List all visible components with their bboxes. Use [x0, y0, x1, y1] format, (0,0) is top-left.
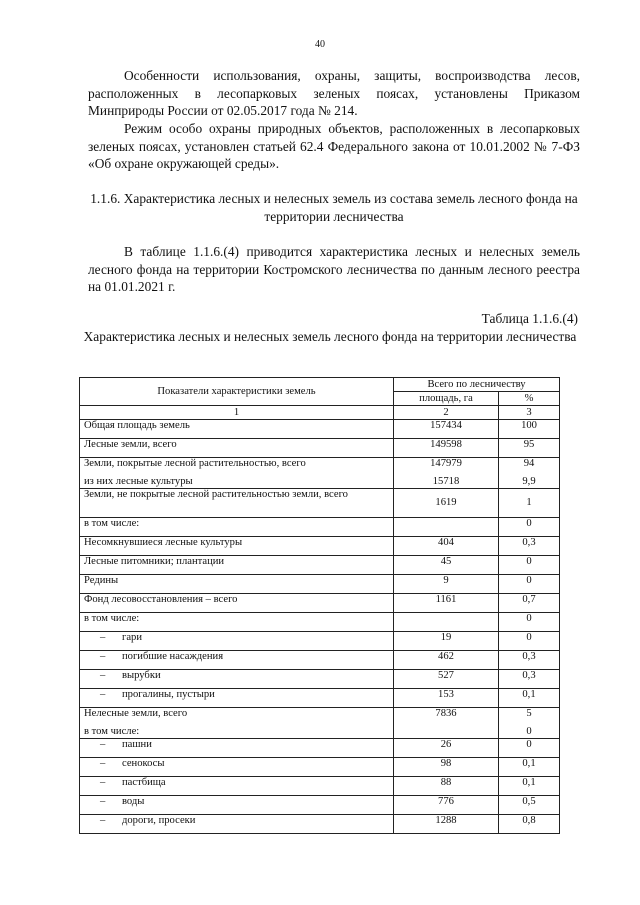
paragraph-protection-regime: Режим особо охраны природных объектов, расположенных в лесопарковых зеленых поясах, установлен статьей 62.4 Федерального закона от 10.01.2002 № 7-ФЗ «Об охране окружающей среды». [88, 121, 580, 171]
row-area-cell-value: 776 [438, 796, 454, 807]
row-label: Земли, не покрытые лесной растительностью земли, всего [84, 489, 348, 500]
row-label: погибшие насаждения [122, 651, 224, 662]
table-row [80, 815, 560, 834]
row-label-cell [80, 739, 394, 758]
row-percent-cell-value-2: 9,9 [522, 476, 536, 487]
row-label: Земли, покрытые лесной растительностью, всего [84, 458, 306, 469]
row-label: прогалины, пустыри [122, 689, 215, 700]
row-area-cell-value: 1288 [435, 815, 457, 826]
row-percent-cell-value: 0 [526, 556, 532, 567]
row-sublabel: из них лесные культуры [84, 476, 193, 487]
row-label: Лесные питомники; плантации [84, 556, 225, 567]
row-label-cell [80, 689, 394, 708]
table-row [80, 420, 560, 439]
row-label: в том числе: [84, 613, 140, 624]
table-row [80, 758, 560, 777]
dash-marker: – [100, 815, 106, 826]
dash-marker: – [100, 689, 106, 700]
table-row [80, 632, 560, 651]
row-label: Общая площадь земель [84, 420, 190, 431]
row-area-cell-value: 1161 [435, 594, 457, 605]
row-area-cell-value-2 [398, 726, 494, 738]
row-area-cell [394, 518, 499, 537]
row-percent-cell-value: 5 [526, 708, 532, 719]
row-area-cell-value: 149598 [430, 439, 462, 450]
row-label-cell [80, 594, 394, 613]
header-colnum-1: 1 [80, 406, 394, 420]
row-percent-cell-value: 0,8 [522, 815, 536, 826]
row-percent-cell-value: 0 [526, 575, 532, 586]
row-percent-cell-value: 0 [526, 632, 532, 643]
dash-marker: – [100, 739, 106, 750]
table-number: Таблица 1.1.6.(4) [481, 311, 578, 326]
row-area-cell [394, 439, 499, 458]
header-colnum-2: 2 [394, 406, 499, 420]
dash-marker: – [100, 632, 106, 643]
row-percent-cell-value: 0 [526, 739, 532, 750]
row-label: Редины [84, 575, 119, 586]
row-percent-cell-value: 0,7 [522, 594, 536, 605]
header-indicators: Показатели характеристики земель [80, 378, 394, 406]
row-label: сенокосы [122, 758, 165, 769]
row-percent-cell-value: 0,1 [522, 689, 536, 700]
row-area-cell [394, 651, 499, 670]
row-area-cell [394, 777, 499, 796]
row-percent-cell [499, 758, 560, 777]
row-area-cell-value: 1619 [435, 497, 457, 508]
header-forestry-total: Всего по лесничеству [394, 378, 560, 392]
row-label: дороги, просеки [122, 815, 196, 826]
row-area-cell-value-2: 15718 [432, 476, 460, 487]
row-area-cell-value: 153 [438, 689, 454, 700]
row-label: Нелесные земли, всего [84, 708, 188, 719]
row-percent-cell [499, 689, 560, 708]
row-area-cell [394, 739, 499, 758]
row-area-cell [394, 575, 499, 594]
row-percent-cell-value: 94 [523, 458, 535, 469]
table-row [80, 575, 560, 594]
table-row [80, 518, 560, 537]
table-row [80, 796, 560, 815]
paragraph-table-intro: В таблице 1.1.6.(4) приводится характеристика лесных и нелесных земель лесного фонда на территории Костромского лесничества по данным лесного реестра на 01.01.2021 г. [88, 244, 580, 294]
row-percent-cell [499, 670, 560, 689]
row-label-cell [80, 537, 394, 556]
row-percent-cell-value: 100 [521, 420, 537, 431]
dash-marker: – [100, 758, 106, 769]
row-area-cell-value: 9 [443, 575, 449, 586]
row-percent-cell-value: 0 [526, 518, 532, 529]
row-area-cell-value: 98 [440, 758, 452, 769]
table-row [80, 613, 560, 632]
row-area-cell [394, 689, 499, 708]
row-sublabel: в том числе: [84, 726, 140, 737]
header-percent: % [499, 392, 560, 406]
row-label: пашни [122, 739, 152, 750]
row-percent-cell [499, 439, 560, 458]
row-percent-cell [499, 613, 560, 632]
row-area-cell [394, 489, 499, 518]
row-label: вырубки [122, 670, 161, 681]
row-area-cell [394, 537, 499, 556]
row-label-cell [80, 651, 394, 670]
row-area-cell [394, 796, 499, 815]
table-row [80, 777, 560, 796]
row-percent-cell [499, 537, 560, 556]
dash-marker: – [100, 796, 106, 807]
row-percent-cell-value: 95 [523, 439, 535, 450]
dash-marker: – [100, 777, 106, 788]
table-row [80, 439, 560, 458]
row-area-cell [394, 708, 499, 739]
table-row [80, 556, 560, 575]
table-row [80, 739, 560, 758]
row-percent-cell [499, 708, 560, 739]
row-area-cell-value: 147979 [430, 458, 462, 469]
row-label-cell [80, 420, 394, 439]
row-percent-cell [499, 556, 560, 575]
row-area-cell-value: 88 [440, 777, 452, 788]
row-percent-cell-value: 0,3 [522, 651, 536, 662]
row-label-cell [80, 815, 394, 834]
row-label-cell [80, 518, 394, 537]
section-heading: 1.1.6. Характеристика лесных и нелесных земель из состава земель лесного фонда на территории лесничества [90, 191, 578, 224]
table-row [80, 594, 560, 613]
page-number: 40 [315, 39, 325, 50]
row-label-cell [80, 796, 394, 815]
table-row [80, 670, 560, 689]
row-percent-cell [499, 518, 560, 537]
row-percent-cell [499, 777, 560, 796]
row-label-cell [80, 575, 394, 594]
row-percent-cell [499, 739, 560, 758]
row-area-cell-value: 7836 [435, 708, 457, 719]
row-percent-cell [499, 575, 560, 594]
row-area-cell-value: 26 [440, 739, 452, 750]
header-colnum-3: 3 [499, 406, 560, 420]
table-body [80, 420, 560, 834]
land-characteristics-table [79, 377, 560, 834]
row-label-cell [80, 458, 394, 489]
row-area-cell-value: 157434 [430, 420, 462, 431]
row-label-cell [80, 632, 394, 651]
row-area-cell [394, 758, 499, 777]
row-percent-cell [499, 796, 560, 815]
table-title: Характеристика лесных и нелесных земель лесного фонда на территории лесничества [83, 329, 577, 344]
row-area-cell [394, 420, 499, 439]
row-label-cell [80, 556, 394, 575]
paragraph-lpz-usage: Особенности использования, охраны, защиты, воспроизводства лесов, расположенных в лесопарковых зеленых поясах, установлены Приказом Минприроды России от 02.05.2017 года № 214. [88, 68, 580, 118]
row-area-cell-value: 462 [438, 651, 454, 662]
row-label-cell [80, 489, 394, 518]
row-percent-cell-value: 0 [526, 613, 532, 624]
row-label-cell [80, 670, 394, 689]
row-label: Несомкнувшиеся лесные культуры [84, 537, 243, 548]
row-percent-cell [499, 651, 560, 670]
row-area-cell [394, 670, 499, 689]
row-area-cell-value: 19 [440, 632, 452, 643]
row-label-cell [80, 777, 394, 796]
row-area-cell [394, 632, 499, 651]
row-percent-cell-value: 0,3 [522, 537, 536, 548]
row-label: Фонд лесовосстановления – всего [84, 594, 238, 605]
row-area-cell [394, 613, 499, 632]
header-area: площадь, га [394, 392, 499, 406]
row-area-cell-value: 45 [440, 556, 452, 567]
row-label-cell [80, 439, 394, 458]
row-area-cell-value: 404 [438, 537, 454, 548]
row-area-cell [394, 815, 499, 834]
row-label: пастбища [122, 777, 166, 788]
table-row [80, 489, 560, 518]
row-label-cell [80, 758, 394, 777]
table-row [80, 651, 560, 670]
row-label-cell [80, 613, 394, 632]
dash-marker: – [100, 651, 106, 662]
row-area-cell-value: 527 [438, 670, 454, 681]
row-percent-cell [499, 632, 560, 651]
table-row [80, 689, 560, 708]
row-label: в том числе: [84, 518, 140, 529]
row-percent-cell-value: 0,1 [522, 777, 536, 788]
row-percent-cell [499, 815, 560, 834]
row-label: Лесные земли, всего [84, 439, 177, 450]
row-percent-cell-value: 1 [526, 497, 532, 508]
row-percent-cell-value: 0,3 [522, 670, 536, 681]
row-area-cell [394, 556, 499, 575]
row-area-cell [394, 594, 499, 613]
row-percent-cell [499, 420, 560, 439]
table-row [80, 708, 560, 739]
row-percent-cell-value: 0,5 [522, 796, 536, 807]
table-row [80, 537, 560, 556]
table-row [80, 458, 560, 489]
row-percent-cell-value-2: 0 [526, 726, 532, 737]
row-percent-cell [499, 594, 560, 613]
row-label: гари [122, 632, 143, 643]
row-percent-cell [499, 489, 560, 518]
row-label: воды [122, 796, 145, 807]
row-percent-cell [499, 458, 560, 489]
row-percent-cell-value: 0,1 [522, 758, 536, 769]
dash-marker: – [100, 670, 106, 681]
row-label-cell [80, 708, 394, 739]
row-area-cell [394, 458, 499, 489]
